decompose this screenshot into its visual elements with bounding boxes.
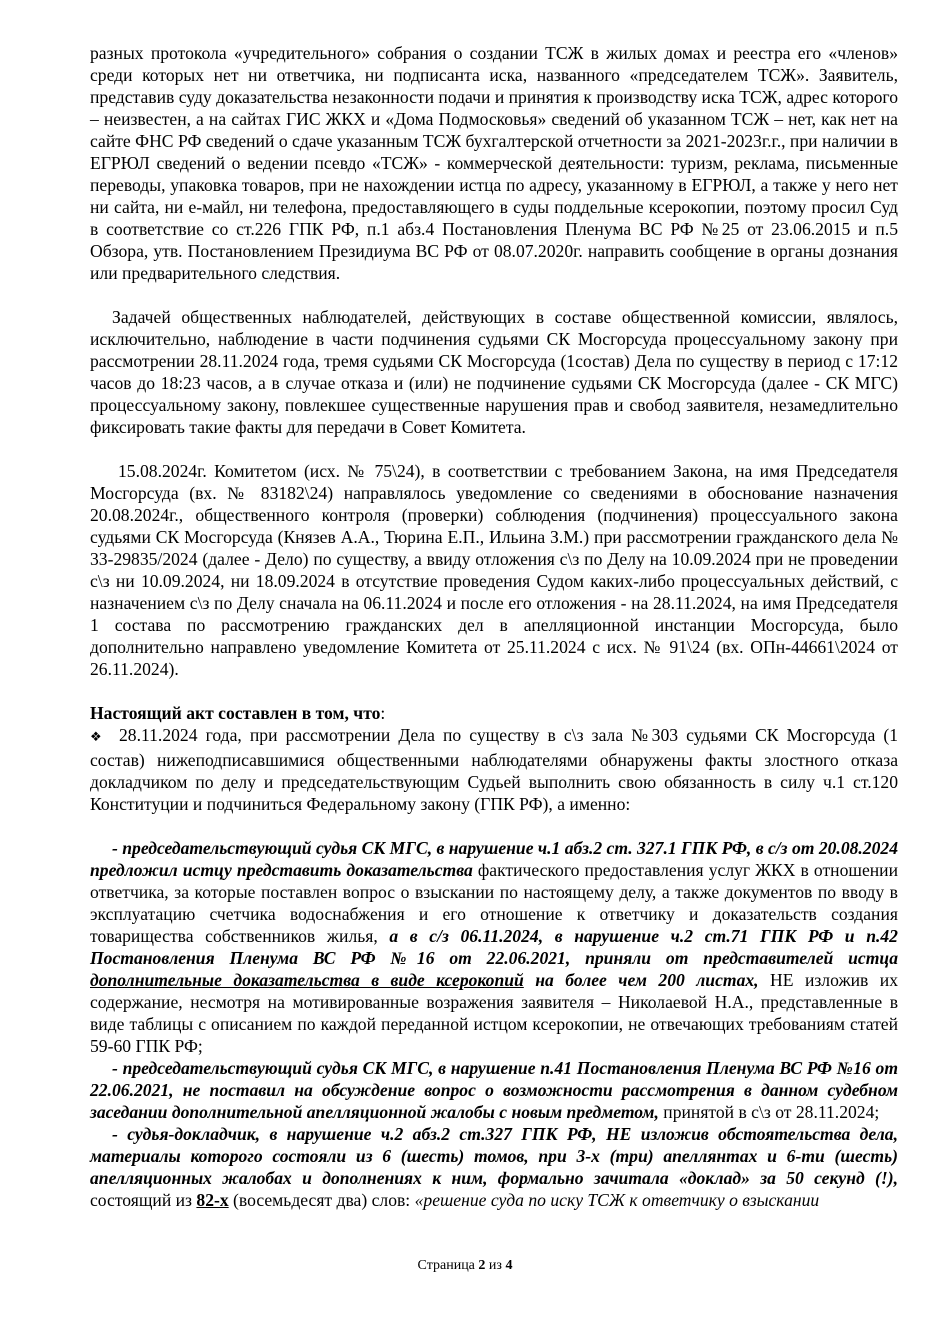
bullet-text: 28.11.2024 года, при рассмотрении Дела по существу в с\з зала №303 судьями СК Мосгорсуда (1 состав) нижеподписавшимися общественными наблюдателями обнаружены факты злостного отказа докладчиком по делу и председательствующим Судьей выполнить свою обязанность в силу ч.1 ст.120 Конституции и подчиниться Федеральному закону (ГПК РФ), а именно: — [90, 725, 898, 814]
act-heading — [90, 702, 898, 724]
paragraph-gap — [90, 438, 898, 460]
act-heading-text: Настоящий акт составлен в том, что — [90, 703, 381, 723]
violation-3-word-count-text: (восемьдесят два) слов: — [228, 1190, 415, 1210]
violation-1-underlined: дополнительные доказательства в виде ксерокопий — [90, 970, 524, 990]
violation-2-tail: принятой в с\з от 28.11.2024; — [658, 1102, 880, 1122]
violation-1-lead: - председательствующий судья СК МГС, в нарушение ч.1 абз.2 ст. 327.1 ГПК РФ, в с/з от 20.08.2024 предложил истцу представить доказательства — [90, 838, 898, 880]
document-page — [90, 42, 898, 1211]
violation-1-sheet-count: на более чем 200 листах, — [523, 970, 759, 990]
violation-3-text: состоящий из — [90, 1190, 197, 1210]
paragraph-gap — [90, 680, 898, 702]
page-number-current: 2 — [478, 1258, 486, 1273]
bullet-paragraph — [90, 724, 898, 815]
diamond-bullet-icon: ❖ — [90, 730, 102, 745]
violation-3-quote: «решение суда по иску ТСЖ к ответчику о взыскании — [414, 1190, 820, 1210]
violation-3-lead: - судья-докладчик, в нарушение ч.2 абз.2 ст.327 ГПК РФ, НЕ изложив обстоятельства дела, материалы которого состояли из 6 (шесть) томов, при 3-х (три) апеллянтах и 6-ти (шесть) апелляционных жалобах и дополнениях к ним, формально зачитала «доклад» за 50 секунд (!), — [90, 1124, 898, 1188]
violation-item-3 — [90, 1123, 898, 1211]
page-footer — [0, 1258, 930, 1274]
paragraph-applicant-request: разных протокола «учредительного» собрания о создании ТСЖ в жилых домах и реестра его «членов» среди которых нет ни ответчика, ни подписанта иска, названного «председателем ТСЖ». Заявитель, представив суду доказательства незаконности подачи и принятия к производству иска ТСЖ, адрес которого – неизвестен, а на сайтах ГИС ЖКХ и «Дома Подмосковья» сведений об указанном ТСЖ – нет, как нет на сайте ФНС РФ сведений о сдаче указанным ТСЖ бухгалтерской отчетности за 2021-2023г.г., при наличии в ЕГРЮЛ сведений о ведении псевдо «ТСЖ» - коммерческой деятельности: туризм, реклама, письменные переводы, упаковка товаров, при не нахождении истца по адресу, указанному в ЕГРЮЛ, а также у него нет ни сайта, ни е-майл, ни телефона, предоставляющего в суды поддельные ксерокопии, поэтому просил Суд в соответствие со ст.226 ГПК РФ, п.1 абз.4 Постановления Пленума ВС РФ №25 от 23.06.2015 и п.5 Обзора, утв. Постановлением Президиума ВС РФ от 08.07.2020г. направить сообщение в органы дознания или предварительного следствия. — [90, 43, 898, 283]
page-number-prefix: Страница — [417, 1258, 479, 1273]
paragraph-committee-notice: 15.08.2024г. Комитетом (исх. № 75\24), в соответствии с требованием Закона, на имя Председателя Мосгорсуда (вх. № 83182\24) направлялось уведомление со сведениями в обоснование назначения 20.08.2024г., общественного контроля (проверки) соблюдения (подчинения) процессуального закона судьями СК Мосгорсуда (Князев А.А., Тюрина Е.П., Ильина З.М.) при рассмотрении гражданского дела № 33-29835/2024 (далее - Дело) по существу, а ввиду отложения с\з по Делу на 10.09.2024 при не проведении с\з ни 10.09.2024, ни 18.09.2024 в отсутствие проведения Судом каких-либо процессуальных действий, с назначением с\з по Делу сначала на 06.11.2024 и после его отложения - на 28.11.2024, на имя Председателя 1 состава по рассмотрению гражданских дел в апелляционной инстанции Мосгорсуда, было дополнительно направлено уведомление Комитета от 25.11.2024 с исх. № 91\24 (вх. ОПн-44661\2024 от 26.11.2024). — [90, 461, 898, 679]
violation-3-word-count: 82-х — [196, 1190, 229, 1210]
page-number-total: 4 — [505, 1258, 513, 1273]
violation-item-2 — [90, 1057, 898, 1123]
violation-item-1 — [90, 837, 898, 1057]
violation-1-tail: НЕ изложив их содержание, несмотря на мотивированные возражения заявителя – Николаевой Н.А., представленные в виде таблицы с описанием по каждой переданной истцом ксерокопии, не отвечающих требованиям статей 59-60 ГПК РФ; — [90, 970, 898, 1056]
act-heading-colon: : — [380, 703, 386, 723]
violation-1-second-lead: а в с/з 06.11.2024, в нарушение ч.2 ст.71 ГПК РФ и п.42 Постановления Пленума ВС РФ №16 от 22.06.2021, приняли от представителей истца — [90, 926, 898, 968]
violation-1-details: фактического предоставления услуг ЖКХ в отношении ответчика, за которые поставлен вопрос о взыскании по настоящему делу, а также документов по вводу в эксплуатацию счетчика водоснабжения и его отношение к ответчику и доказательств создания товарищества собственников жилья, — [90, 860, 898, 946]
paragraph-observers-task: Задачей общественных наблюдателей, действующих в составе общественной комиссии, являлось, исключительно, наблюдение в части подчинения судьями СК Мосгорсуда процессуальному закону при рассмотрении 28.11.2024 года, тремя судьями СК Мосгорсуда (1состав) Дела по существу в период с 17:12 часов до 18:23 часов, а в случае отказа и (или) не подчинение судьями СК Мосгорсуда (далее - СК МГС) процессуальному закону, повлекшее существенные нарушения прав и свобод заявителя, незамедлительно фиксировать такие факты для передачи в Совет Комитета. — [90, 307, 898, 437]
violation-2-lead: - председательствующий судья СК МГС, в нарушение п.41 Постановления Пленума ВС РФ №16 от 22.06.2021, не поставил на обсуждение вопрос о возможности рассмотрения в данном судебном заседании дополнительной апелляционной жалобы с новым предметом, — [90, 1058, 898, 1122]
paragraph-gap — [90, 815, 898, 837]
page-number-separator: из — [485, 1258, 506, 1273]
paragraph-gap — [90, 284, 898, 306]
